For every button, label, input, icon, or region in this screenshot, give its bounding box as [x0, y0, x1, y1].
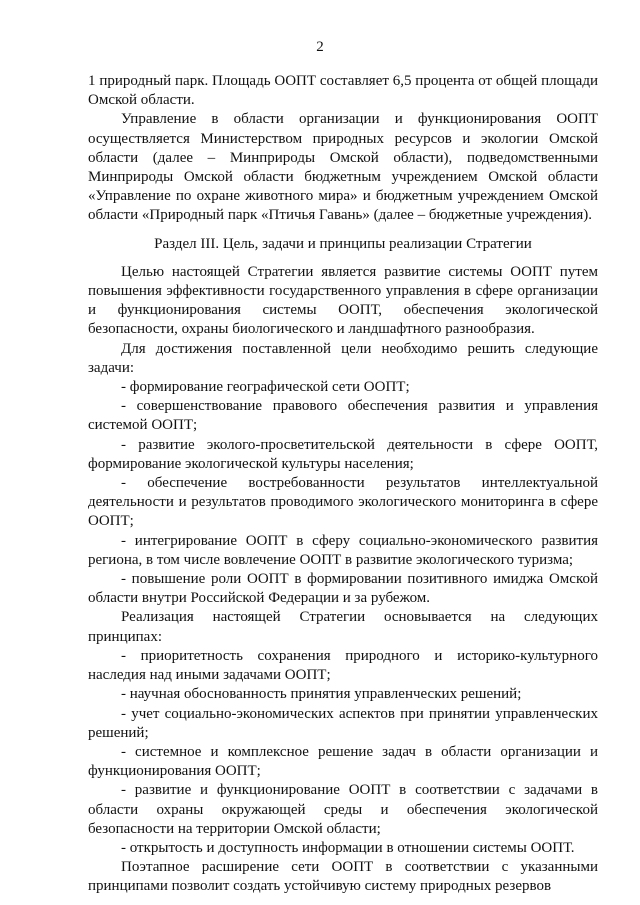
principle-item: - открытость и доступность информации в отношении системы ООПТ. — [121, 839, 575, 856]
paragraph-area-share: 1 природный парк. Площадь ООПТ составляет 6,5 процента от общей площади Омской области. — [88, 73, 598, 109]
task-item: - формирование географической сети ООПТ; — [121, 379, 410, 396]
paragraph-goal: Целью настоящей Стратегии является развитие системы ООПТ путем повышения эффективности государственного управления в сфере организации и функционирования системы ООПТ, обеспечения экологической безопасности, охраны биологического и ландшафтного разнообразия. — [88, 263, 598, 338]
task-item: - повышение роли ООПТ в формировании позитивного имиджа Омской области внутри Российской Федерации и за рубежом. — [88, 571, 598, 607]
principle-item: - учет социально-экономических аспектов при принятии управленческих решений; — [88, 705, 598, 741]
paragraph-tasks-intro: Для достижения поставленной цели необходимо решить следующие задачи: — [88, 340, 598, 376]
document-body — [88, 72, 598, 897]
principle-item: - приоритетность сохранения природного и историко-культурного наследия над иными задачами ООПТ; — [88, 647, 598, 684]
principle-item: - научная обоснованность принятия управленческих решений; — [121, 686, 522, 703]
section-heading: Раздел III. Цель, задачи и принципы реализации Стратегии — [154, 235, 532, 252]
principle-item: - системное и комплексное решение задач в области организации и функционирования ООПТ; — [88, 743, 598, 780]
task-item: - совершенствование правового обеспечения развития и управления системой ООПТ; — [88, 398, 598, 434]
task-item: - развитие эколого-просветительской деятельности в сфере ООПТ, формирование экологической культуры населения; — [88, 436, 598, 472]
paragraph-principles-intro: Реализация настоящей Стратегии основывается на следующих принципах: — [88, 609, 598, 645]
principle-item: - развитие и функционирование ООПТ в соответствии с задачами в области охраны окружающей среды и обеспечения экологической безопасности на территории Омской области; — [88, 782, 598, 837]
paragraph-management: Управление в области организации и функционирования ООПТ осуществляется Министерством природных ресурсов и экологии Омской области (далее – Минприроды Омской области), подведомственными Минприроды Омской области бюджетным учреждением Омской области «Управление по охране животного мира» и бюджетным учреждением Омской области «Природный парк «Птичья Гавань» (далее – бюджетные учреждения). — [88, 111, 598, 224]
task-item: - интегрирование ООПТ в сферу социально-экономического развития региона, в том числе вовлечение ООПТ в развитие экологического туризма; — [88, 532, 598, 568]
page-number: 2 — [316, 39, 324, 55]
paragraph-closing: Поэтапное расширение сети ООПТ в соответствии с указанными принципами позволит создать устойчивую систему природных резервов — [88, 859, 598, 895]
task-item: - обеспечение востребованности результатов интеллектуальной деятельности и результатов проводимого экологического мониторинга в сфере ООПТ; — [88, 475, 598, 530]
